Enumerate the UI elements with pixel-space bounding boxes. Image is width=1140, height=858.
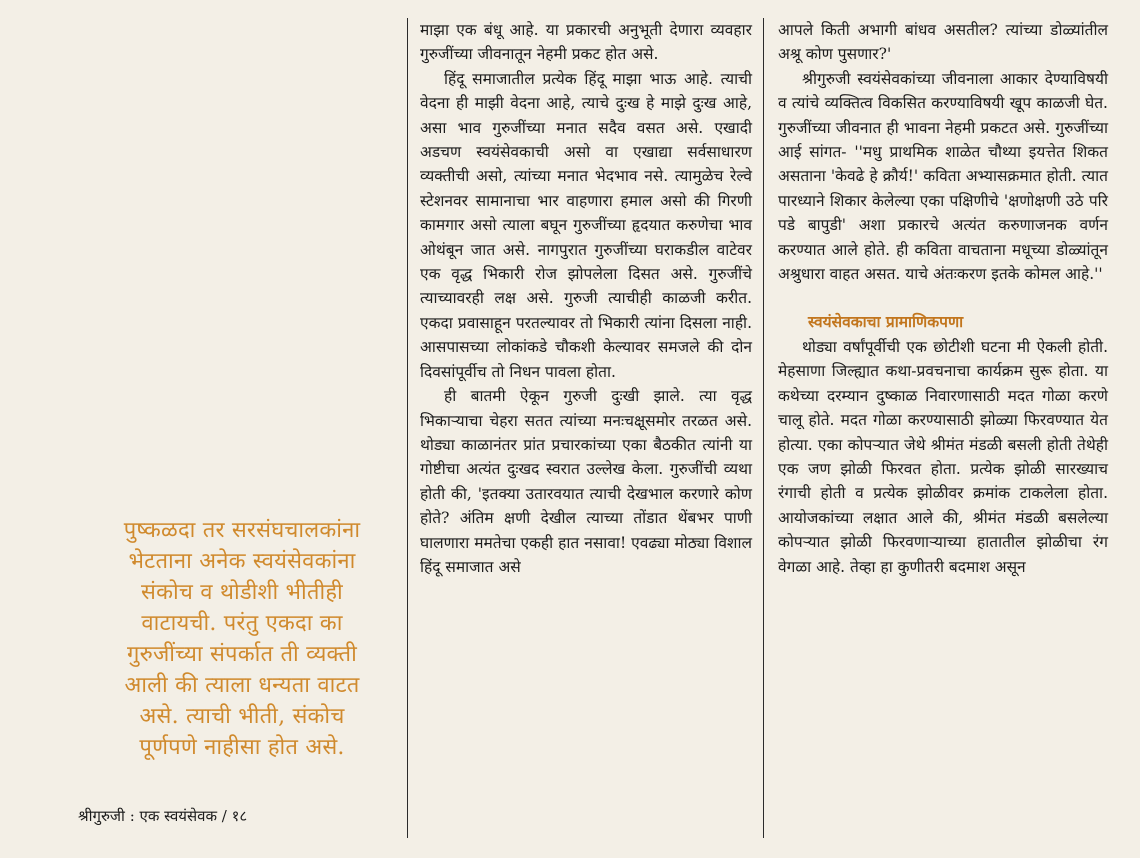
paragraph: आपले किती अभागी बांधव असतील? त्यांच्या डोळ्यांतील अश्रू कोण पुसणार?' [778, 21, 1108, 64]
page-footer: श्रीगुरुजी : एक स्वयंसेवक / १८ [78, 807, 248, 825]
column-divider-left [407, 18, 408, 838]
paragraph: श्रीगुरुजी स्वयंसेवकांच्या जीवनाला आकार देण्याविषयी व त्यांचे व्यक्तित्व विकसित करण्याविषयी खूप काळजी घेत. गुरुजींच्या जीवनात ही भावना नेहमी प्रकटत असे. गुरुजींच्या आई सांगत- ''मधु प्राथमिक शाळेत चौथ्या इयत्तेत शिकत असताना 'केवढे हे क्रौर्य!' कविता अभ्यासक्रमात होती. त्यात पारध्याने शिकार केलेल्या एका पक्षिणीचे 'क्षणोक्षणी उठे परि पडे बापुडी' अशा प्रकारचे अत्यंत करुणाजनक वर्णन करण्यात आले होते. ही कविता वाचताना मधूच्या डोळ्यांतून अश्रुधारा वाहत असत. याचे अंतःकरण इतके कोमल आहे.'' [778, 69, 1108, 284]
column-divider-right [763, 18, 764, 838]
paragraph: थोड्या वर्षांपूर्वीची एक छोटीशी घटना मी ऐकली होती. मेहसाणा जिल्ह्यात कथा-प्रवचनाचा कार्यक्रम सुरू होता. या कथेच्या दरम्यान दुष्काळ निवारणासाठी मदत गोळा करणे चालू होते. मदत गोळा करण्यासाठी झोळ्या फिरवण्यात येत होत्या. एका कोपऱ्यात जेथे श्रीमंत मंडळी बसली होती तेथेही एक जण झोळी फिरवत होता. प्रत्येक झोळी सारख्याच रंगाची होती व प्रत्येक झोळीवर क्रमांक टाकलेला होता. आयोजकांच्या लक्षात आले की, श्रीमंत मंडळी बसलेल्या कोपऱ्यात झोळी फिरवणाऱ्याच्या हातातील झोळीचा रंग वेगळा आहे. तेव्हा हा कुणीतरी बदमाश असून [778, 337, 1108, 576]
pull-quote: पुष्कळदा तर सरसंघचालकांना भेटताना अनेक स्वयंसेवकांना संकोच व थोडीशी भीतीही वाटायची. परंतु एकदा का गुरुजींच्या संपर्कात ती व्यक्ती आली की त्याला धन्यता वाटत असे. त्याची भीती, संकोच पूर्णपणे नाहीसा होत असे. [123, 518, 361, 760]
text-column-middle [420, 18, 752, 579]
paragraph: हिंदू समाजातील प्रत्येक हिंदू माझा भाऊ आहे. त्याची वेदना ही माझी वेदना आहे, त्याचे दुःख हे माझे दुःख आहे, असा भाव गुरुजींच्या मनात सदैव वसत असे. एखादी अडचण स्वयंसेवकाची असो वा एखाद्या सर्वसाधारण व्यक्तीची असो, त्यांच्या मनात भेदभाव नसे. त्यामुळेच रेल्वे स्टेशनवर सामानाचा भार वाहणारा हमाल असो की गिरणी कामगार असो त्याला बघून गुरुजींच्या हृदयात करुणेचा भाव ओथंबून जात असे. नागपुरात गुरुजींच्या घराकडील वाटेवर एक वृद्ध भिकारी रोज झोपलेला दिसत असे. गुरुजींचे त्याच्यावरही लक्ष असे. गुरुजी त्याचीही काळजी करीत. एकदा प्रवासाहून परतल्यावर तो भिकारी त्यांना दिसला नाही. आसपासच्या लोकांकडे चौकशी केल्यावर समजले की दोन दिवसांपूर्वीच तो निधन पावला होता. [420, 69, 752, 381]
section-heading: स्वयंसेवकाचा प्रामाणिकपणा [808, 312, 964, 332]
text-column-right [778, 18, 1108, 579]
paragraph: माझा एक बंधू आहे. या प्रकारची अनुभूती देणारा व्यवहार गुरुजींच्या जीवनातून नेहमी प्रकट होत असे. [420, 21, 752, 64]
paragraph: ही बातमी ऐकून गुरुजी दुःखी झाले. त्या वृद्ध भिकाऱ्याचा चेहरा सतत त्यांच्या मनःचक्षूसमोर तरळत असे. थोड्या काळानंतर प्रांत प्रचारकांच्या एका बैठकीत त्यांनी या गोष्टीचा अत्यंत दुःखद स्वरात उल्लेख केला. गुरुजींची व्यथा होती की, 'इतक्या उतारवयात त्याची देखभाल करणारे कोण होते? अंतिम क्षणी देखील त्याच्या तोंडात थेंबभर पाणी घालणारा ममतेचा एकही हात नसावा! एवढ्या मोठ्या विशाल हिंदू समाजात असे [420, 387, 752, 576]
